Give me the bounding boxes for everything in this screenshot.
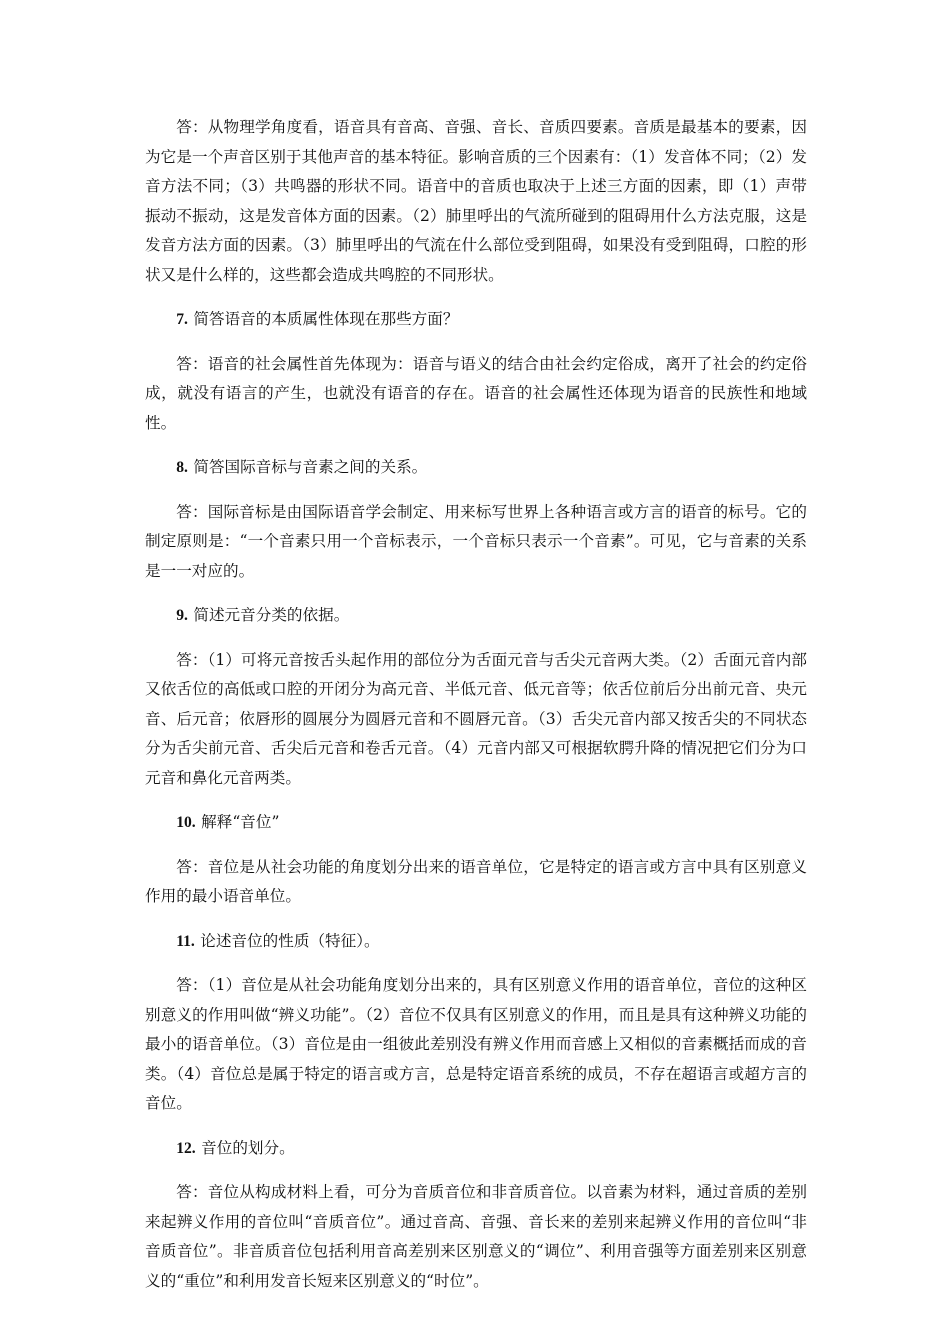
- question-text: 解释“音位”: [201, 813, 280, 831]
- document-page: [145, 113, 807, 1311]
- question-text: 简述元音分类的依据。: [193, 606, 350, 624]
- question-number: 7.: [176, 311, 188, 328]
- answer-text: 答：从物理学角度看，语音具有音高、音强、音长、音质四要素。音质是最基本的要素，因为它是一个声音区别于其他声音的基本特征。影响音质的三个因素有：（1）发音体不同；（2）发音方法不同；（3）共鸣器的形状不同。语音中的音质也取决于上述三方面的因素，即（1）声带振动不振动，这是发音体方面的因素。（2）肺里呼出的气流所碰到的阻碍用什么方法克服，这是发音方法方面的因素。（3）肺里呼出的气流在什么部位受到阻碍，如果没有受到阻碍，口腔的形状又是什么样的，这些都会造成共鸣腔的不同形状。: [145, 118, 807, 284]
- question-number: 8.: [176, 459, 188, 476]
- answer-text: 答：国际音标是由国际语音学会制定、用来标写世界上各种语言或方言的语音的标号。它的制定原则是：“一个音素只用一个音标表示，一个音标只表示一个音素”。可见，它与音素的关系是一一对应的。: [145, 502, 807, 580]
- answer-text: 答：（1）音位是从社会功能角度划分出来的，具有区别意义作用的语音单位，音位的这种区别意义的作用叫做“辨义功能”。（2）音位不仅具有区别意义的作用，而且是具有这种辨义功能的最小的语音单位。（3）音位是由一组彼此差别没有辨义作用而音感上又相似的音素概括而成的音类。（4）音位总是属于特定的语言或方言，总是特定语音系统的成员，不存在超语言或超方言的音位。: [145, 976, 807, 1112]
- answer-text: 答：音位是从社会功能的角度划分出来的语音单位，它是特定的语言或方言中具有区别意义作用的最小语音单位。: [145, 857, 807, 905]
- question-text: 简答语音的本质属性体现在那些方面？: [193, 310, 459, 328]
- question-number: 12.: [176, 1139, 196, 1157]
- question-number: 9.: [176, 607, 188, 624]
- answer-text: 答：（1）可将元音按舌头起作用的部位分为舌面元音与舌尖元音两大类。（2）舌面元音内部又依舌位的高低或口腔的开闭分为高元音、半低元音、低元音等；依舌位前后分出前元音、央元音、后元音；依唇形的圆展分为圆唇元音和不圆唇元音。（3）舌尖元音内部又按舌尖的不同状态分为舌尖前元音、舌尖后元音和卷舌元音。（4）元音内部又可根据软腭升降的情况把它们分为口元音和鼻化元音两类。: [145, 650, 807, 787]
- question-12: [145, 1134, 807, 1164]
- question-10: [145, 808, 807, 838]
- question-number: 10.: [176, 814, 196, 831]
- answer-text: 答：语音的社会属性首先体现为：语音与语义的结合由社会约定俗成，离开了社会的约定俗成，就没有语言的产生，也就没有语音的存在。语音的社会属性还体现为语音的民族性和地域性。: [145, 354, 807, 432]
- question-text: 简答国际音标与音素之间的关系。: [193, 458, 428, 476]
- question-number: 11.: [176, 932, 195, 950]
- question-8: [145, 453, 807, 483]
- question-9: [145, 601, 807, 631]
- question-7: [145, 305, 807, 335]
- question-text: 音位的划分。: [201, 1138, 295, 1157]
- question-text: 论述音位的性质（特征）。: [200, 931, 380, 950]
- question-11: [145, 927, 807, 957]
- answer-text: 答：音位从构成材料上看，可分为音质音位和非音质音位。以音素为材料，通过音质的差别来起辨义作用的音位叫“音质音位”。通过音高、音强、音长来的差别来起辨义作用的音位叫“非音质音位”。非音质音位包括利用音高差别来区别意义的“调位”、利用音强等方面差别来区别意义的“重位”和利用发音长短来区别意义的“时位”。: [145, 1183, 807, 1290]
